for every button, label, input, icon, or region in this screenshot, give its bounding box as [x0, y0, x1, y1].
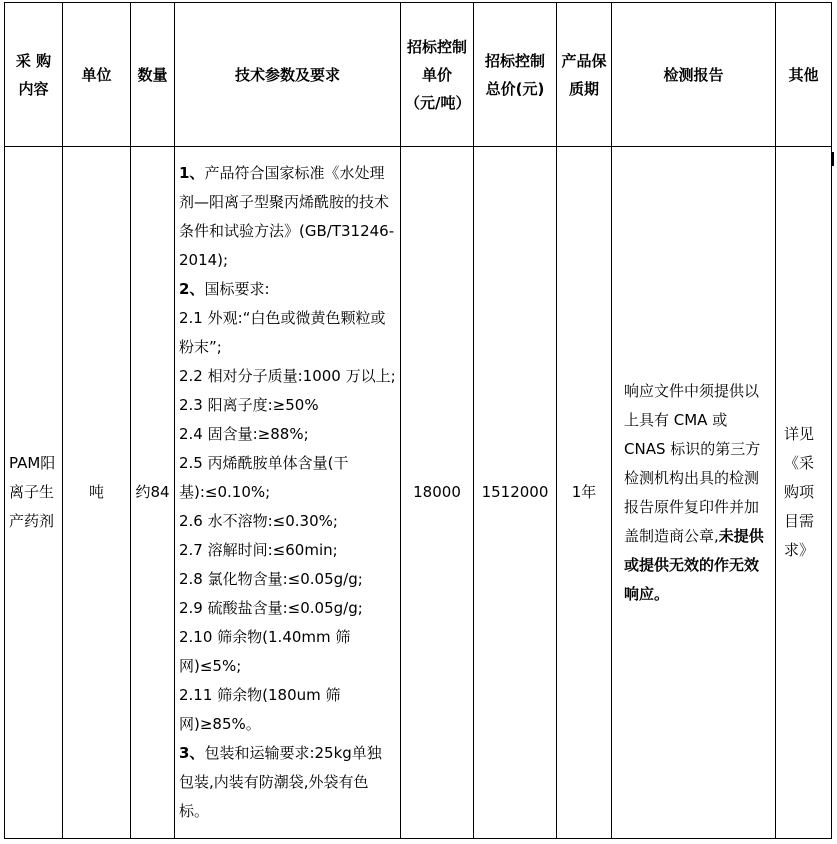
cell-total-price: 1512000 — [474, 147, 557, 839]
spec-2-5: 2.5 丙烯酰胺单体含量(干基):≤0.10%; — [179, 454, 349, 501]
header-content: 采 购内容 — [5, 3, 63, 147]
spec-item-2-text: 国标要求: — [204, 280, 270, 298]
spec-2-4: 2.4 固含量:≥88%; — [179, 425, 309, 443]
report-invalid-warning: 未提供或提供无效的作无效响应。 — [624, 526, 764, 603]
header-other: 其他 — [776, 3, 832, 147]
table-header-row — [5, 3, 832, 147]
spec-item-1-text: 产品符合国家标准《水处理剂—阳离子型聚丙烯酰胺的技术条件和试验方法》(GB/T31246-2014); — [179, 164, 395, 269]
spec-2-2: 2.2 相对分子质量:1000 万以上; — [179, 367, 396, 385]
spec-item-2-number: 2、 — [179, 280, 205, 298]
spec-2-7: 2.7 溶解时间:≤60min; — [179, 541, 338, 559]
report-requirement-text: 响应文件中须提供以上具有 CMA 或 CNAS 标识的第三方检测机构出具的检测报告原件复印件并加盖制造商公章, — [624, 381, 761, 545]
cell-quantity: 约84 — [131, 147, 175, 839]
spec-item-3 — [179, 739, 396, 826]
header-quantity: 数量 — [131, 3, 175, 147]
header-total-price: 招标控制总价(元) — [474, 3, 557, 147]
spec-item-1-number: 1、 — [179, 164, 205, 182]
spec-2-8: 2.8 氯化物含量:≤0.05g/g; — [179, 570, 363, 588]
spec-2-6: 2.6 水不溶物:≤0.30%; — [179, 512, 338, 530]
spec-2-1: 2.1 外观:“白色或微黄色颗粒或粉末”; — [179, 309, 386, 356]
header-report: 检测报告 — [612, 3, 776, 147]
procurement-table — [4, 2, 832, 839]
spec-2-10: 2.10 筛余物(1.40mm 筛网)≤5%; — [179, 628, 351, 675]
cell-content: PAM阳离子生产药剂 — [5, 147, 63, 839]
spec-2-9: 2.9 硫酸盐含量:≤0.05g/g; — [179, 599, 363, 617]
spec-item-3-text: 包装和运输要求:25kg单独包装,内装有防潮袋,外袋有色标。 — [179, 744, 382, 820]
cell-warranty: 1年 — [557, 147, 612, 839]
header-unit-price: 招标控制单价（元/吨） — [401, 3, 474, 147]
cell-other: 详见《采购项目需求》 — [776, 147, 832, 839]
header-unit: 单位 — [63, 3, 131, 147]
table-row — [5, 147, 832, 839]
page-edge-mark — [831, 152, 834, 166]
cell-report — [612, 147, 776, 839]
spec-2-11: 2.11 筛余物(180um 筛网)≥85%。 — [179, 686, 341, 733]
spec-item-2 — [179, 275, 396, 304]
spec-2-3: 2.3 阳离子度:≥50% — [179, 396, 319, 414]
header-warranty: 产品保质期 — [557, 3, 612, 147]
header-tech: 技术参数及要求 — [175, 3, 401, 147]
cell-unit: 吨 — [63, 147, 131, 839]
cell-tech-spec — [175, 147, 401, 839]
spec-item-1 — [179, 159, 396, 275]
spec-item-3-number: 3、 — [179, 744, 205, 762]
cell-unit-price: 18000 — [401, 147, 474, 839]
